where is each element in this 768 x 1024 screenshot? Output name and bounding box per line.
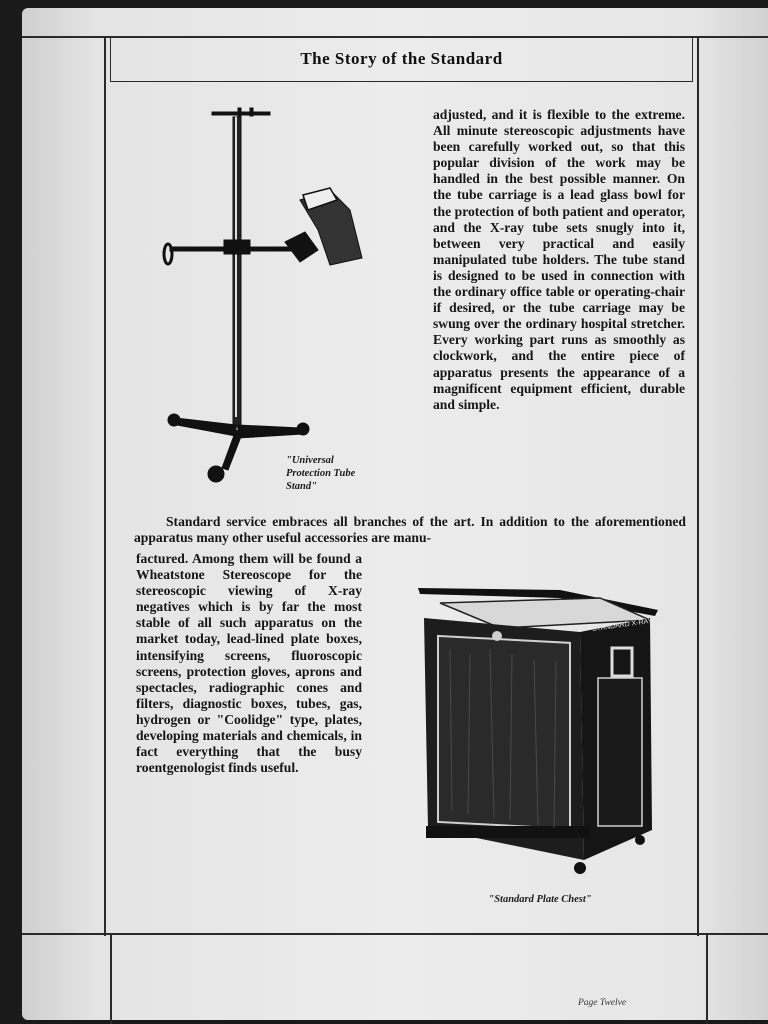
plate-chest-label: STANDARD X-RAY CO. bbox=[591, 615, 667, 634]
plate-chest-caption: "Standard Plate Chest" bbox=[488, 894, 592, 905]
body-text-left-column: factured. Among them will be found a Wheatstone Stereoscope for the stereoscopic viewing of X-ray negatives which is by far the most stable of all such apparatus on the market today, lead-lined plate boxes, intensifying screens, fluoroscopic screens, protection gloves, aprons and spectacles, radiographic cones and filters, diagnostic boxes, tubes, gas, hydrogen or "Coolidge" type, plates, developing materials and chemicals, in fact everything that the busy roentgenologist finds useful. bbox=[136, 551, 362, 776]
page-title: The Story of the Standard bbox=[300, 49, 503, 68]
body-text-full-width: Standard service embraces all branches of the art. In addition to the aforementioned apparatus many other useful accessories are manu- bbox=[134, 514, 686, 546]
tube-stand-caption: "Universal Protection Tube Stand" bbox=[286, 455, 356, 492]
body-text-right-column: adjusted, and it is flexible to the extreme. All minute stereoscopic adjustments have been carefully worked out, so that this popular division of the work may be handled in the best possible manner. On the tube carriage is a lead glass bowl for the protection of both patient and operator, and the X-ray tube sets snugly into it, between very practical and easily manipulated tube holders. The tube stand is designed to be used in connection with the ordinary office table or operating-chair if desired, or the tube carriage may be swung over the ordinary hospital stretcher. Every working part runs as smoothly as clockwork, and the entire piece of apparatus presents the appearance of a magnificent equipment efficient, durable and simple. bbox=[433, 107, 685, 412]
page-number: Page Twelve bbox=[578, 998, 627, 1008]
